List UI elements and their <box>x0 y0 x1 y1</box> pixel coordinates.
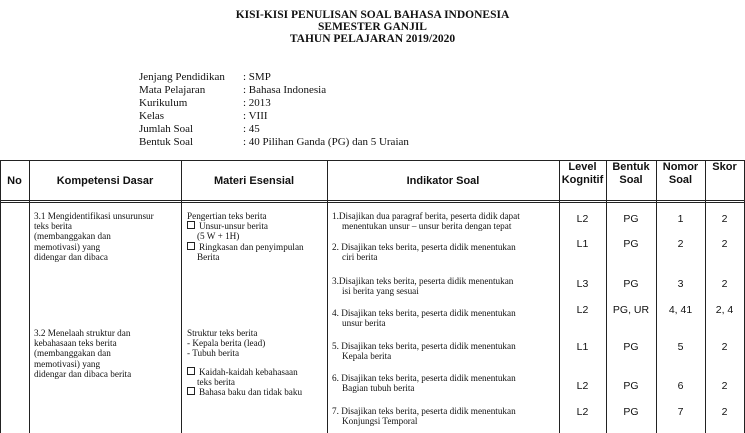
kd-line: 3.2 Menelaah struktur dan <box>34 328 131 338</box>
materi-item-label: Kaidah-kaidah kebahasaan <box>199 366 298 377</box>
header-bentuk: Bentuk <box>612 161 650 173</box>
header-level: Level <box>568 161 597 173</box>
header-kognitif: Kognitif <box>561 174 604 186</box>
indikator-line: ciri berita <box>342 252 378 263</box>
nomor-soal: 7 <box>677 406 684 418</box>
header-nomor: Nomor <box>662 161 699 173</box>
indikator-line: 6. Disajikan teks berita, peserta didik menentukan <box>332 373 516 383</box>
bentuk-soal: PG <box>623 380 639 392</box>
kd-line: kebahasaan teks berita <box>34 338 117 349</box>
indikator-line: 3.Disajikan teks berita, peserta didik menentukan <box>332 276 514 286</box>
col-divider <box>29 160 30 433</box>
materi-block-2 <box>187 328 302 397</box>
level-kognitif: L2 <box>576 406 589 418</box>
nomor-soal: 3 <box>677 278 684 290</box>
indikator-line: 4. Disajikan teks berita, peserta didik menentukan <box>332 308 516 318</box>
nomor-soal: 1 <box>677 213 684 225</box>
checkbox-icon <box>187 387 195 395</box>
header-kompetensi-dasar: Kompetensi Dasar <box>56 175 154 187</box>
header-skor: Skor <box>712 161 737 173</box>
col-divider <box>656 160 657 433</box>
indikator-line: isi berita yang sesuai <box>342 286 419 297</box>
col-divider <box>181 160 182 433</box>
table-header-border <box>0 200 745 201</box>
nomor-soal: 6 <box>677 380 684 392</box>
indikator-line: 1.Disajikan dua paragraf berita, peserta didik dapat <box>332 211 520 221</box>
header-no: No <box>7 175 22 187</box>
meta-value: : Bahasa Indonesia <box>243 84 327 96</box>
bentuk-soal: PG, UR <box>612 304 650 316</box>
kd-3-2 <box>34 328 131 379</box>
indikator-line: Bagian tubuh berita <box>342 383 415 394</box>
indikator-line: Konjungsi Temporal <box>342 416 418 427</box>
kisi-kisi-table <box>0 160 745 433</box>
indikator-line: menentukan unsur – unsur berita dengan tepat <box>342 221 512 232</box>
meta-value: : VIII <box>243 110 268 122</box>
meta-label: Mata Pelajaran <box>139 84 206 96</box>
checkbox-icon <box>187 242 195 250</box>
indikator-line: Kepala berita <box>342 351 392 362</box>
kd-line: didengar dan dibaca berita <box>34 368 132 379</box>
indikator-7 <box>332 406 516 426</box>
meta-value: : SMP <box>243 71 271 83</box>
kd-line: teks berita <box>34 221 73 232</box>
level-kognitif: L1 <box>576 238 589 250</box>
materi-item-label: (5 W + 1H) <box>197 231 240 242</box>
bentuk-soal: PG <box>623 406 639 418</box>
col-divider <box>327 160 328 433</box>
bentuk-soal: PG <box>623 238 639 250</box>
level-kognitif: L3 <box>576 278 589 290</box>
materi-line: - Kepala berita (lead) <box>187 338 266 349</box>
kd-line: (membanggakan dan <box>34 231 111 242</box>
col-divider <box>0 160 1 433</box>
nomor-soal: 5 <box>677 341 684 353</box>
level-kognitif: L1 <box>576 341 589 353</box>
indikator-3 <box>332 276 513 296</box>
kd-line: 3.1 Mengidentifikasi unsurunsur <box>34 211 154 221</box>
kd-line: memotivasi) yang <box>34 358 101 369</box>
skor: 2, 4 <box>715 304 734 316</box>
skor: 2 <box>721 380 728 392</box>
level-kognitif: L2 <box>576 213 589 225</box>
header-indikator-soal: Indikator Soal <box>406 175 480 187</box>
indikator-1 <box>332 211 520 231</box>
indikator-5 <box>332 341 516 361</box>
indikator-6 <box>332 373 516 393</box>
checkbox-icon <box>187 367 195 375</box>
materi-title: Struktur teks berita <box>187 328 258 338</box>
bentuk-soal: PG <box>623 213 639 225</box>
col-divider <box>705 160 706 433</box>
checkbox-icon <box>187 221 195 229</box>
indikator-line: 7. Disajikan teks berita, peserta didik menentukan <box>332 406 516 416</box>
col-divider <box>606 160 607 433</box>
materi-item <box>187 221 304 231</box>
materi-item <box>187 387 302 397</box>
kd-line: (membanggakan dan <box>34 348 111 359</box>
indikator-line: unsur berita <box>342 318 386 329</box>
materi-item-label: Berita <box>197 251 220 262</box>
meta-label: Kelas <box>139 110 165 122</box>
indikator-line: 5. Disajikan teks berita, peserta didik menentukan <box>332 341 516 351</box>
nomor-soal: 2 <box>677 238 684 250</box>
skor: 2 <box>721 238 728 250</box>
header-nomor-soal: Soal <box>668 174 693 186</box>
materi-item-label: Unsur-unsur berita <box>199 221 268 232</box>
skor: 2 <box>721 341 728 353</box>
meta-value: : 45 <box>243 123 260 135</box>
bentuk-soal: PG <box>623 278 639 290</box>
kd-line: memotivasi) yang <box>34 241 101 252</box>
meta-label: Jenjang Pendidikan <box>139 71 225 83</box>
meta-value: : 2013 <box>243 97 271 109</box>
doc-title-line3: TAHUN PELAJARAN 2019/2020 <box>289 33 456 45</box>
materi-line: - Tubuh berita <box>187 348 240 359</box>
table-header-border-double <box>0 202 745 203</box>
kd-3-1 <box>34 211 154 262</box>
materi-item-label: Bahasa baku dan tidak baku <box>199 387 303 398</box>
materi-item-label: Ringkasan dan penyimpulan <box>199 241 304 252</box>
meta-label: Kurikulum <box>139 97 188 109</box>
materi-item-label: teks berita <box>197 376 236 387</box>
indikator-4 <box>332 308 516 328</box>
level-kognitif: L2 <box>576 304 589 316</box>
meta-label: Bentuk Soal <box>139 136 194 148</box>
meta-label: Jumlah Soal <box>139 123 194 135</box>
doc-title-line2: SEMESTER GANJIL <box>318 21 427 33</box>
skor: 2 <box>721 406 728 418</box>
level-kognitif: L2 <box>576 380 589 392</box>
bentuk-soal: PG <box>623 341 639 353</box>
header-bentuk-soal: Soal <box>619 174 643 186</box>
header-materi-esensial: Materi Esensial <box>213 175 295 187</box>
indikator-2 <box>332 242 516 262</box>
nomor-soal: 4, 41 <box>668 304 693 316</box>
materi-item <box>187 242 304 252</box>
meta-value: : 40 Pilihan Ganda (PG) dan 5 Uraian <box>243 136 409 148</box>
materi-title: Pengertian teks berita <box>187 211 267 221</box>
indikator-line: 2. Disajikan teks berita, peserta didik menentukan <box>332 242 516 252</box>
kd-line: didengar dan dibaca <box>34 251 108 262</box>
skor: 2 <box>721 278 728 290</box>
skor: 2 <box>721 213 728 225</box>
materi-item <box>187 367 302 377</box>
doc-title-line1: KISI-KISI PENULISAN SOAL BAHASA INDONESIA <box>235 9 510 21</box>
col-divider <box>559 160 560 433</box>
materi-block-1 <box>187 211 304 262</box>
